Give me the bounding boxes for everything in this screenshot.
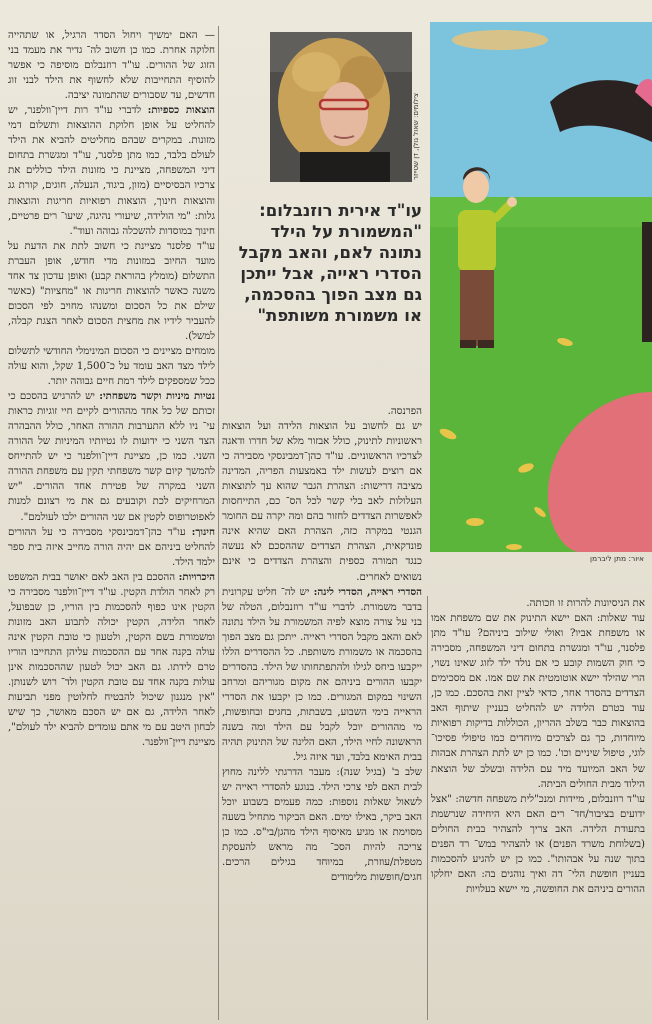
paragraph-subheading: הסדרי ראייה, הסדרי לינה: [313,585,422,598]
article-paragraph: הפרנסה. [387,406,422,417]
paragraph-text: ההסכם בין האב לאם יאושר בבית המשפט רק לאחר הולדת הקטין. עו"ד דיין־וולפנר מסבירה כי הקטין אינו כפוף להסכמות בין הוריו, כן שבפועל, לאחר הלידה, הקטין יכולה לתבוע האב מזונות ומשמורת בשם הקטין, ולטעון כי טובת הקטין אינה עולה בקנה אחד עם ההסכמות עליהן התחייבו הוריו טרם לידתו. גם האב יכול לטעון שההסכמות אינן עולות בקנה אחד עם טובת הקטין ולד־ רוש לשנותן. "אין מנגנון שיכול להבטיח לחלוטין מפני תביעות לאחר הלידה, גם אם יש הסכם מאושר, כך שיש לבחון היטב עם מי אתם עומדים להביא ילד לעולם", מציינת דיין־וולפנר. [8,571,215,749]
column-divider [427,596,428,1020]
article-paragraph: מומחים מציינים כי הסכום המינימלי החודשי לתשלום לילד מצד האב עומד על כ־1,500 שקל, והוא עולה ככל שמספקים לילד רמת חיים גבוהה יותר. [8,345,215,388]
article-paragraph [8,103,215,238]
article-paragraph: עו"ד פלסנר מציינת כי חשוב לתת את הדעת על מועד החיוב במזונות מדי חודש, אופן העברת התשלום (מומלץ בהוראת קבע) ואופן עדכון צד אחד משנה כאשר להוצאות חריגות או "מחציות" (כאשר שילם את כל הסכום ומשנהו מחויב לפי הסכום להעביר לידיו את מחצית הסכום לאחר הצגת קבלה, למשל). [8,240,215,342]
article-paragraph: שלב ב' (בגיל שנה): מעבר הדרגתי ללינה מחוץ לבית האם לפי צרכי הילד. בנוגע להסדרי ראייה יש לשאול שאלות נוספות: כמה פעמים בשבוע יוכל האב ביקר, באילו ימים. האם הביקור מתחיל בשעה מסוימת או מגיע מאיסוף הילד מהגן/בי"ס. כמו כן צריכה להיות הסכ־ מה מראש להעסקת מטפלת/עוזרת, במיוחד בגילים הרכים. חגים/חופשות מלימודים [222,767,422,884]
column-divider [218,26,219,1020]
article-paragraph: יש גם לחשוב על הוצאות הלידה ועל הוצאות ראשוניות לתינוק, כולל אבזור מלא של חדרו ודאגה לצרכיו הראשוניים. עו"ד כהן־דמבינסקי מסבירה כי אם רוצים לעשות ילד באמצעות הפריה, המדינה מציבה דרישות: הצהרת הגבר שהוא עך לתוצאות העלולות לאב בלי קשר לכל הס־ כם, התייחסות לאפשרות הצדדים לחזור בהם ומה יקרה עם החומר הגנטי במקרה כזה, הצהרת האם שהיא אינה פונדקאית, הצהרת הצדדים שההסכם לא נעשה כנגד תמורה כספית והצהרת הצדדים כי אינם נשואים לאחרים. [222,421,422,583]
article-column-left [8,28,215,1020]
pull-quote [226,200,422,326]
article-paragraph [222,585,422,766]
paragraph-text: יש לה־ חליט עקרונית בדבר משמורת. לדברי עו"ד רוזנבלום, הטלה של בני על צורה מוצא לפיה המשמורת על הילד נתונה לאם והאב מקבל הסדרי ראייה. ייתכן גם מצב הפוך בהסכמה או משמורת משותפת. כל ההסדרים הללו ייקבעו ביחס לגילו ולהתפתחותו של הילד. בהסדרים יקבעו ההורים ביניהם את מקום מגוריהם ומרחב השינוי במקום המגורים. כמו כן יקבעו את הסדרי הראייה בימי השבוע, בשבתות, בחגים ובחופשות, מי מההורים יוכל לקבל עם הילד ומה בשנה הראשונה לחיי הילד, האם הלינה של התינוק תהיה בבית האימא בלבד, ועד איזה גיל. [222,586,422,764]
article-paragraph [8,525,215,570]
paragraph-text: לדברי עו"ד רות דיין־וולפנר, יש להחליט על אופן חלוקת ההוצאות ותשלום דמי מזונות. במקרים שבהם מחליטים להביא את הילד לעולם בלבד, כמו מתן פלסנר, עו"ד ומגשרת בתחום דיני המשפחה, מציינת כי מזונות הילד כוללים את צרכיו הבסיסיים (מזון, ביגוד, הנעלה, חוגים, קורת גג והוצאות חינוך, הוצאות רפואיות חריגות והוצאות גלות: "מי הולידה, שיעורי נהיגה, שיעו־ רים פרטיים, חינוך במוסדות להשכלה גבוהה ועוד". [8,105,215,237]
portrait-image [270,32,412,182]
article-column-right [431,596,645,1020]
pull-quote-speaker: עו"ד אירית רוזנבלום: [259,201,422,220]
paragraph-subheading: היכרויות: [178,570,215,583]
illustration-credit: איור: מתן ליברמן [590,554,644,563]
article-paragraph [8,389,215,524]
illustration-art [430,22,652,552]
illustration [430,22,652,552]
paragraph-text: עו"ד כהן־דמבינסקי מסבירה כי על ההורים להחליט ביניהם אם יהיה הורה מחייב איזה בית ספר ילמד הילד. [8,526,215,568]
paragraph-subheading: הוצאות כספיות: [147,104,215,117]
article-paragraph: עוד שאלות: האם יישא התינוק את שם משפחת אמו או משפחת אביו? ואולי שילוב ביניהם? עו"ד מתן פלסנר, עו"ד ומגשרת בתחום דיני המשפחה, מסבירה כי חוק השמות קובע כי אם נולד ילד לזוג שאינו נשוי, הרי שהילד יישא אוטומטית את שם אמו. אם מסכימים הצדדים בהסדר אחר, כדאי לציין זאת בהסכם. כמו כן, עוד בטרם הלידה יש להחליט בעניין שיתוף האב בהוצאות כבר בשלב ההריון, הכוללות בדיקות רפואיות מיוחדות, כך גם לצרכים מיוחדים כמו טיפולי פסיכו־ לוגי, טיפול שיניים וכו'. כמו כן יש לתת הצהרת אבהות של האב המיועד מיד עם הלידה ובשלב של הוצאת הילוד מבית החולים הביתה. [431,613,645,790]
article-column-middle [222,404,422,1020]
paragraph-text: יש להרגיש בהסכם כי זכותם של כל אחד מההורים לקיים חיי זוגיות כראות עי־ ניו ללא התערבות ההורה האחר, כולל ההבהרה הצד השני כי ידועות לו נטיותיו המיניות של ההורה השני. כמו כן, מציינת דיין־וולפנר כי יש להתייחס להמשך קיום קשר משפחתי תקין עם משפחת ההורה השני במקרה של פטירת אחד ההורים. "יש המרחיקים לכת וקובעים גם את מי רצונם למנות לאפוטרופוס לקטין אם שני ההורים ילכו לעולמם". [8,391,215,523]
article-paragraph [8,570,215,751]
pull-quote-text: "המשמורת על הילד נתונה לאם, והאב מקבל הסדרי ראייה, אבל ייתכן גם מצב הפוך בהסכמה, או משמורת משותפת" [238,222,422,325]
paragraph-subheading: חינוך: [191,525,215,538]
portrait-photo [270,32,412,182]
paragraph-subheading: נטיות מיניות וקשר משפחתי: [99,390,215,403]
article-paragraph: — האם ימשיך ויחול הסדר הרגיל, או שתהייה חלוקה אחרת. כמו כן חשוב לה־ גדיר את מעמד בני הזוג של ההורים. עו"ד רוזנבלום מוסיפה כי אפשר להוסיף התחייבות שלא לחשוף את הילד לבני זוג חדשים, עד שסבורים שהתמונה יציבה. [8,30,215,102]
article-paragraph: עו"ד רוזנבלום, מיידות ומנכ"לית משפחה חדשה: "אצל ידועים בציבור/חד־ רים האם היא היחידה שנרשמת בתעודת הלידה. האב צריך להצהיר בבית החולים (בשלוחת משרד הפנים) או להצהיר במש־ רד הפנים בתוך שנה על אבהותו". כמו כן יש להגיע להסכמות בעניין חופשת הלי־ דה ואיך נוהגים בה: האם יחלקו ההורים ביניהם את החופשה, מי יישא בעלויות [431,793,645,895]
article-paragraph: את הניסיונות להרות זו וזכותה. [526,598,645,609]
photo-credit: צילומים: שאול גולן, דן שטייזר [412,93,420,180]
